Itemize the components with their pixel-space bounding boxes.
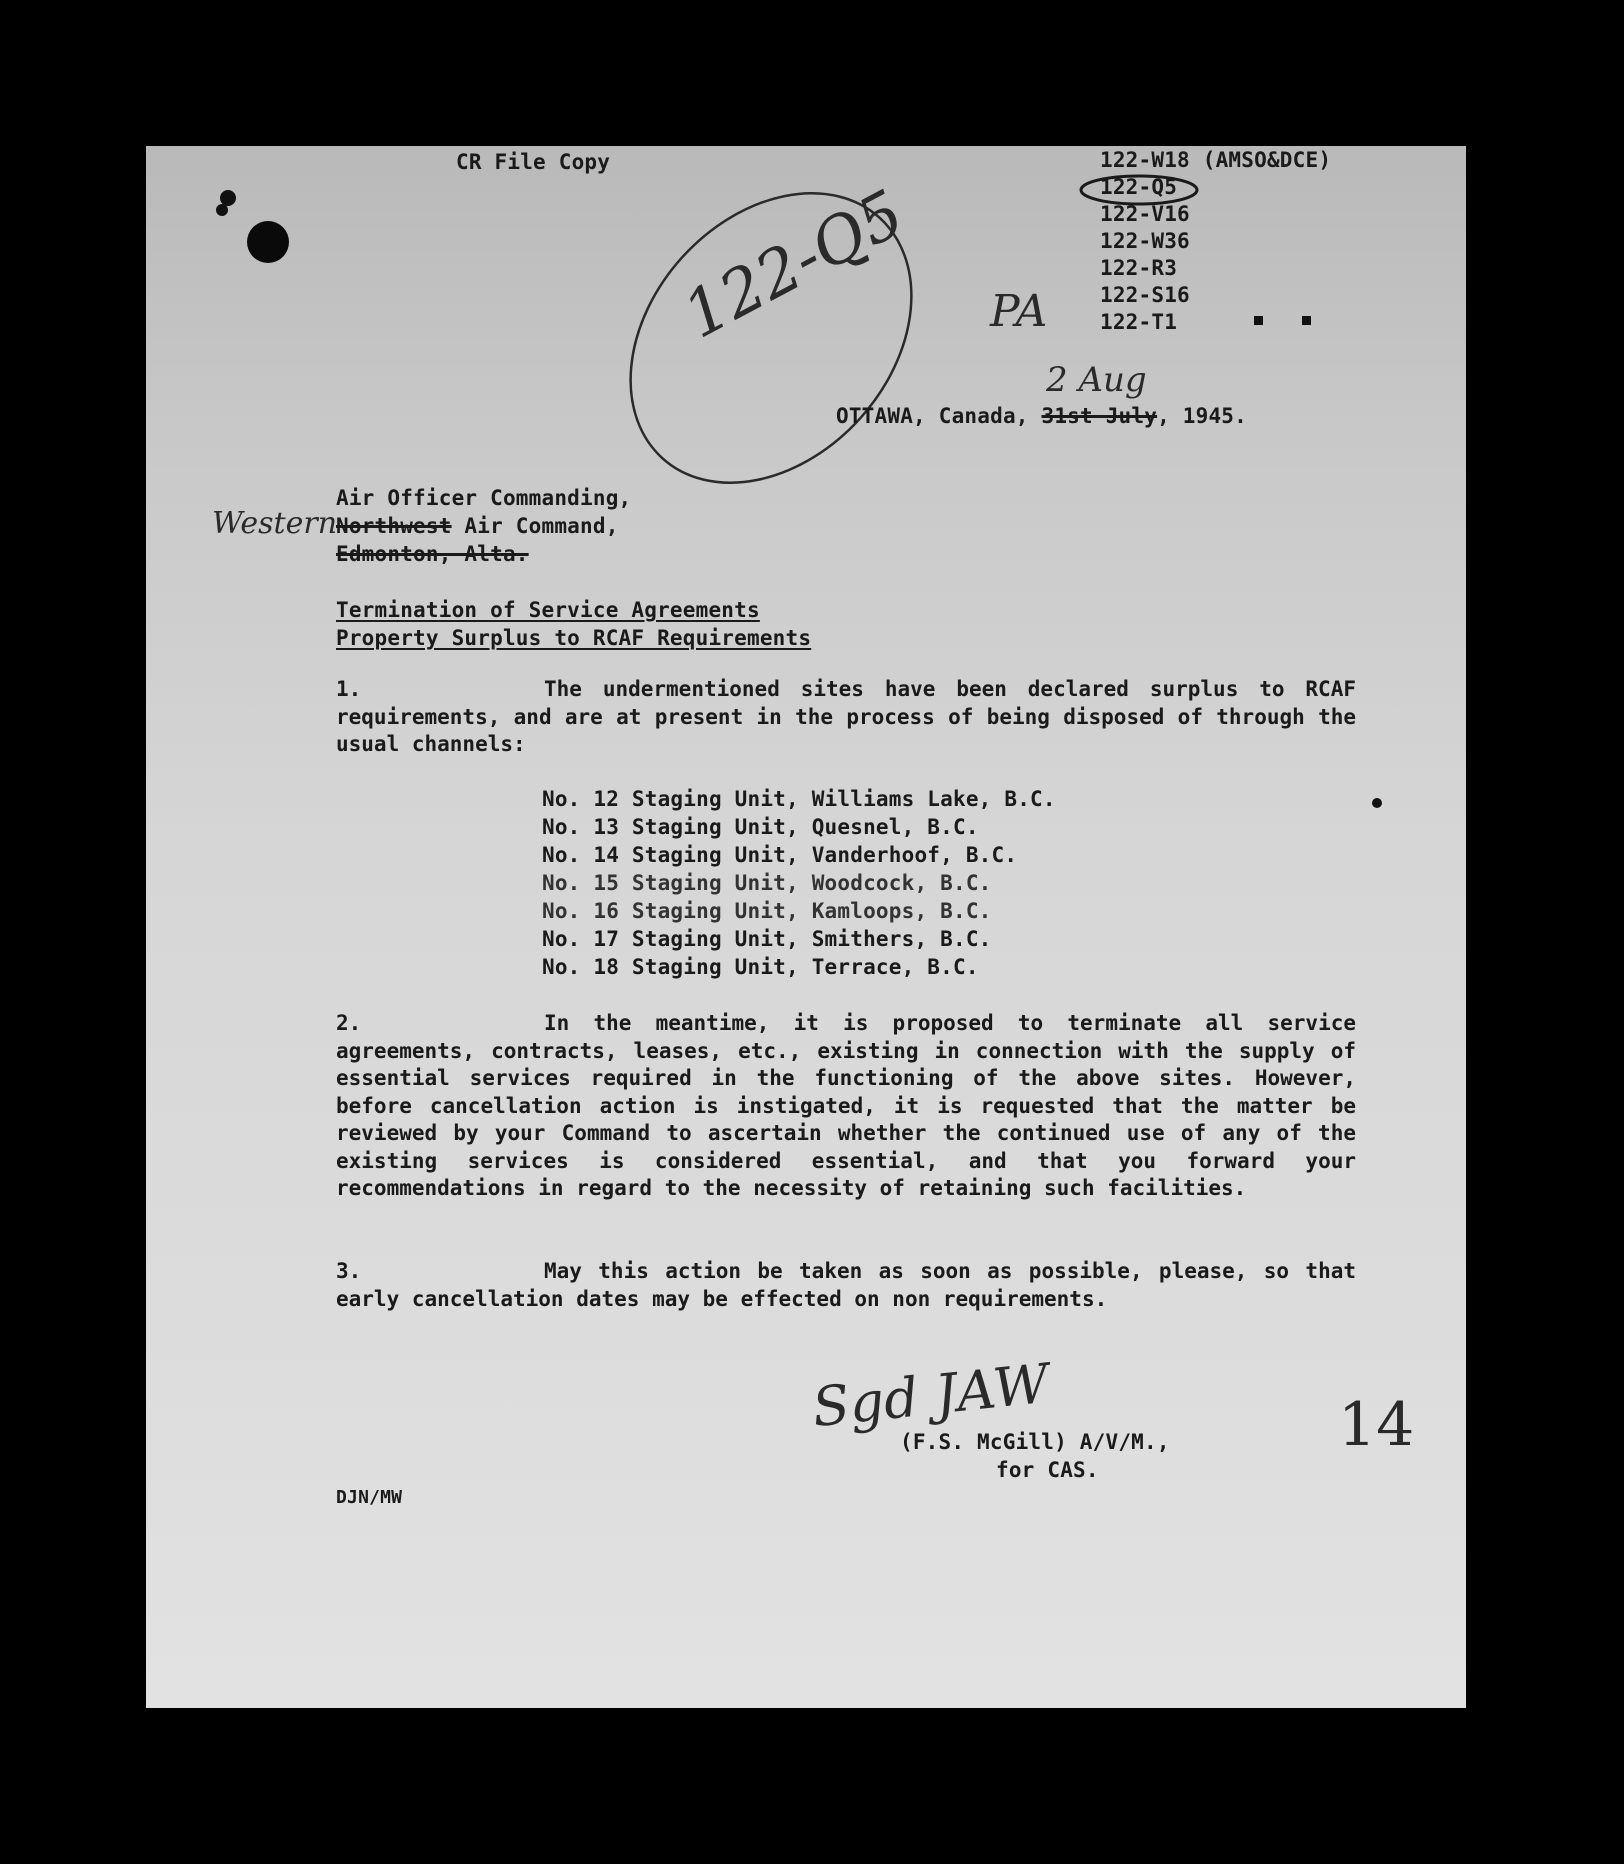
paragraph-3-number: 3. — [336, 1259, 362, 1283]
address-struck-northwest: Northwest — [336, 514, 452, 538]
site-item: No. 17 Staging Unit, Smithers, B.C. — [542, 927, 992, 951]
site-item: No. 15 Staging Unit, Woodcock, B.C. — [542, 871, 992, 895]
initials-handwritten: PA — [990, 286, 1048, 337]
file-copy-label: CR File Copy — [456, 150, 611, 174]
paragraph-1-text: The undermentioned sites have been declared surplus to RCAF requirements, and are at present in the process of being disposed of through the usual channels: — [336, 677, 1356, 756]
address-line-1: Air Officer Commanding, — [336, 486, 632, 510]
paragraph-3-text: May this action be taken as soon as possible, please, so that early cancellation dates may be effected on non requirements. — [336, 1259, 1356, 1311]
ink-blot-marks — [200, 180, 300, 270]
page-number-handwritten: 14 — [1338, 1390, 1415, 1460]
paragraph-2-text: In the meantime, it is proposed to terminate all service agreements, contracts, leases, etc., existing in connection with the supply of essential services required in the functioning of the above sites. However, before cancellation action is instigated, it is requested that the matter be reviewed by your Command to ascertain whether the continued use of any of the existing services is considered essential, and that you forward your recommendations in regard to the necessity of retaining such facilities. — [336, 1011, 1356, 1200]
signatory-name: (F.S. McGill) A/V/M., — [900, 1430, 1170, 1454]
address-line-3-struck: Edmonton, Alta. — [336, 542, 529, 566]
place-date-line — [836, 402, 1247, 430]
address-correction-handwritten: Western — [212, 506, 338, 541]
file-ref-0: 122-W18 (AMSO&DCE) — [1100, 148, 1332, 172]
file-ref-1: 122-Q5 — [1100, 175, 1178, 199]
file-ref-5: 122-S16 — [1100, 283, 1190, 307]
paragraph-2 — [336, 1010, 1356, 1203]
date-year: , 1945. — [1157, 404, 1247, 428]
file-ref-6: 122-T1 — [1100, 310, 1178, 334]
sites-list — [542, 785, 1056, 981]
address-line-2 — [336, 512, 619, 540]
site-item: No. 16 Staging Unit, Kamloops, B.C. — [542, 899, 992, 923]
site-item: No. 12 Staging Unit, Williams Lake, B.C. — [542, 787, 1056, 811]
place-date-prefix: OTTAWA, Canada, — [836, 404, 1029, 428]
typist-initials: DJN/MW — [336, 1487, 403, 1508]
paragraph-3 — [336, 1258, 1356, 1313]
site-item: No. 14 Staging Unit, Vanderhoof, B.C. — [542, 843, 1018, 867]
circled-ref-handwritten: 122-Q5 — [672, 176, 916, 354]
signatory-for: for CAS. — [996, 1458, 1099, 1482]
file-ref-2: 122-V16 — [1100, 202, 1190, 226]
address-line-2-rest: Air Command, — [451, 514, 619, 538]
subject-line-2: Property Surplus to RCAF Requirements — [336, 626, 812, 650]
dot-mark-right — [1370, 796, 1384, 810]
site-item: No. 13 Staging Unit, Quesnel, B.C. — [542, 815, 979, 839]
file-ref-4: 122-R3 — [1100, 256, 1178, 280]
paragraph-1 — [336, 676, 1356, 759]
paragraph-1-number: 1. — [336, 677, 362, 701]
paragraph-2-number: 2. — [336, 1011, 362, 1035]
date-handwritten: 2 Aug — [1046, 360, 1147, 400]
subject-line-1: Termination of Service Agreements — [336, 598, 760, 622]
date-struck: 31st July — [1041, 404, 1158, 428]
ref-circle-mark — [1074, 170, 1204, 210]
dot-marks — [1250, 310, 1320, 330]
site-item: No. 18 Staging Unit, Terrace, B.C. — [542, 955, 979, 979]
signature-handwritten: Sgd JAW — [809, 1351, 1052, 1440]
file-ref-3: 122-W36 — [1100, 229, 1190, 253]
